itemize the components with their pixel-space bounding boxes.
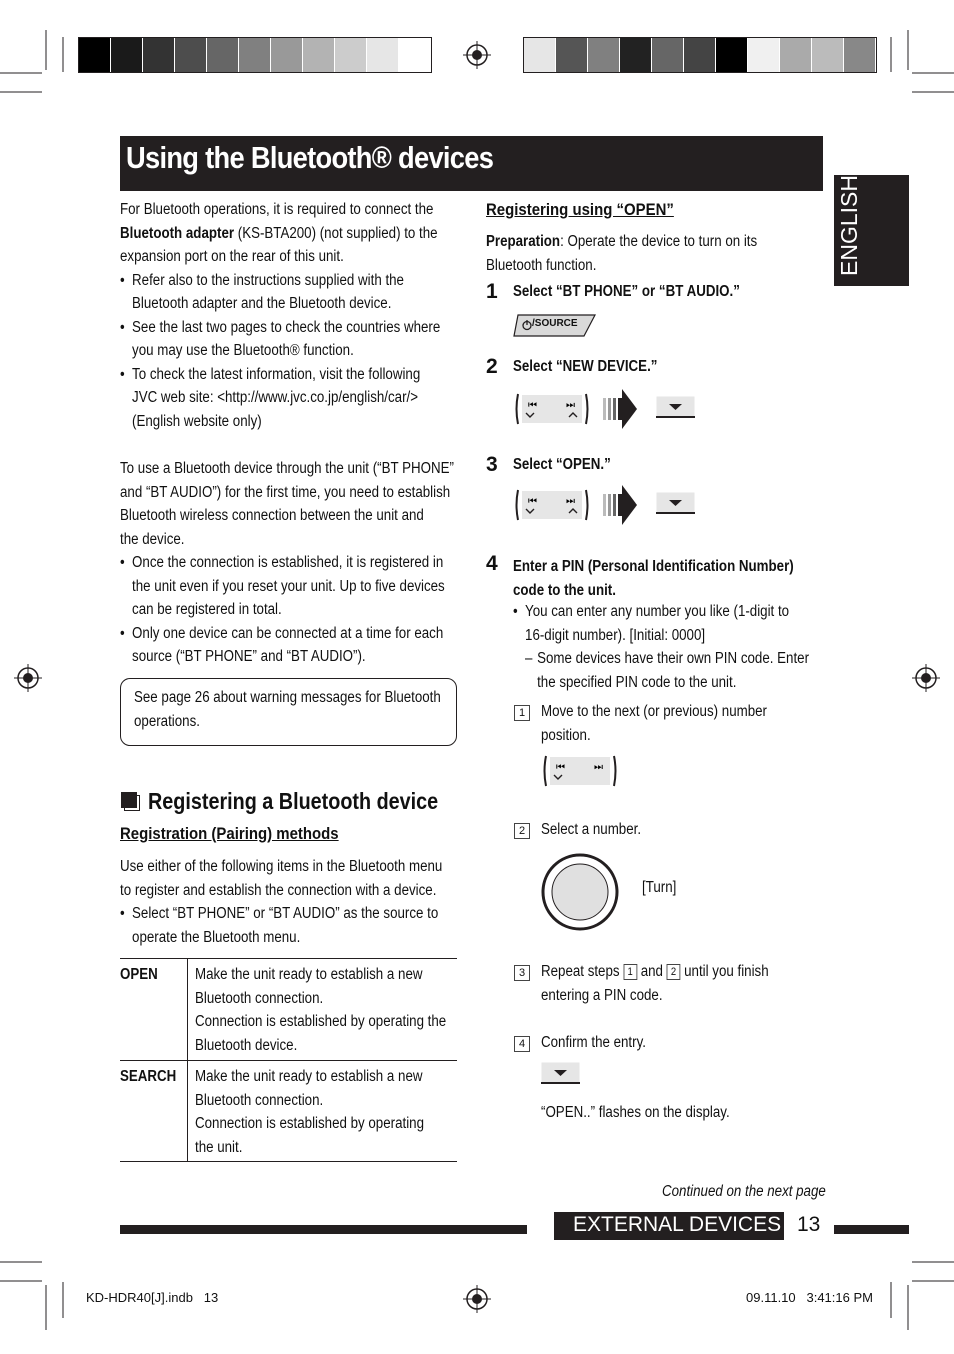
section-marker-icon-outline: [124, 795, 140, 811]
section-heading: Registering a Bluetooth device: [148, 788, 439, 814]
pin-info: [513, 600, 823, 694]
swatch: [207, 38, 238, 72]
swatch: [303, 38, 334, 72]
down-button[interactable]: [541, 1062, 581, 1086]
list-item: • Refer also to the instructions supplied with the Bluetooth adapter and the Bluetooth device.: [120, 269, 457, 316]
skip-buttons-icon[interactable]: [514, 392, 590, 426]
footer-rule-right: [834, 1225, 909, 1234]
list-item: • Only one device can be connected at a time for each source (“BT PHONE” and “BT AUDIO”).: [120, 622, 457, 669]
down-button[interactable]: [656, 396, 696, 420]
substep-text: Confirm the entry.: [541, 1034, 646, 1051]
registration-target-icon: [463, 1285, 491, 1313]
list-item: • See the last two pages to check the countries where you may use the Bluetooth® function.: [120, 316, 457, 363]
usage-text: To use a Bluetooth device through the unit (“BT PHONE” and “BT AUDIO”) for the first time, you need to establish Bluetooth wireless connection between the unit and the device. • Once the connection is established, it is registered in the unit even if you reset your unit. Up to five devices can be registered in total. • Only one device can be connected at a time for each source (“BT PHONE” and “BT AUDIO”).: [120, 457, 457, 669]
table-cell-open: Make the unit ready to establish a new Bluetooth connection. Connection is established by operating the Bluetooth device.: [195, 966, 447, 1054]
substep-text: Repeat steps 1 and 2 until you finish entering a PIN code.: [541, 963, 769, 1004]
substep-text: Move to the next (or previous) number position.: [541, 703, 767, 744]
step-text: Select “OPEN.”: [513, 456, 611, 473]
step-text: Enter a PIN (Personal Identification Number) code to the unit.: [513, 558, 794, 599]
list-item: • Once the connection is established, it is registered in the unit even if you reset your unit. Up to five devices can be registered in total.: [120, 551, 457, 622]
skip-buttons-icon[interactable]: [514, 488, 590, 522]
methods-table: [120, 958, 457, 1162]
substep-text: Select a number.: [541, 821, 642, 838]
print-file-label: KD-HDR40[J].indb 13: [86, 1290, 219, 1305]
swatch: [716, 38, 747, 72]
swatch: [844, 38, 875, 72]
swatch: [399, 38, 430, 72]
subheading-methods: Registration (Pairing) methods: [120, 824, 339, 843]
registration-target-icon: [463, 41, 491, 69]
footer-rule-left: [120, 1225, 527, 1234]
swatch: [367, 38, 398, 72]
footer-section-label: EXTERNAL DEVICES: [573, 1213, 782, 1236]
registration-target-icon: [912, 664, 940, 692]
svg-text:⏮: ⏮: [556, 762, 565, 773]
flash-note: “OPEN..” flashes on the display.: [541, 1104, 730, 1121]
continued-note: Continued on the next page: [662, 1183, 826, 1200]
power-source-button-label: /SOURCE: [532, 318, 578, 329]
skip-buttons-icon[interactable]: [542, 754, 618, 788]
svg-text:⏮: ⏮: [528, 496, 537, 507]
list-item: • You can enter any number you like (1-digit to 16-digit number). [Initial: 0000]: [513, 600, 823, 647]
down-button[interactable]: [656, 492, 696, 516]
methods-text: Use either of the following items in the Bluetooth menu to register and establish the connection with a device. • Select “BT PHONE” or “BT AUDIO” as the source to operate the Bluetooth menu.: [120, 855, 457, 949]
registration-target-icon: [14, 664, 42, 692]
svg-text:⏮: ⏮: [528, 400, 537, 411]
table-cell-search: Make the unit ready to establish a new Bluetooth connection. Connection is established by operating the unit.: [195, 1068, 424, 1156]
swatch: [335, 38, 366, 72]
swatch: [748, 38, 779, 72]
print-datetime-label: 09.11.10 3:41:16 PM: [746, 1290, 873, 1305]
swatches-right: [523, 37, 877, 73]
swatch: [111, 38, 142, 72]
language-tab-label: ENGLISH: [836, 175, 862, 276]
substep-number: 1: [514, 704, 536, 722]
step-number: 4: [486, 552, 498, 575]
table-key-open: OPEN: [120, 966, 158, 983]
svg-text:⏭: ⏭: [594, 762, 603, 773]
list-item: • Select “BT PHONE” or “BT AUDIO” as the source to operate the Bluetooth menu.: [120, 902, 457, 949]
swatch: [780, 38, 811, 72]
intro-text: For Bluetooth operations, it is required to connect the Bluetooth adapter (KS-BTA200) (not supplied) to the expansion port on the rear of this unit. • Refer also to the instructions supplied with the Bluetooth adapter and the Bluetooth device. • See the last two pages to check the countries where you may use the Bluetooth® function. • To check the latest information, visit the following JVC web site: <http://www.jvc.co.jp/english/car/> (English website only): [120, 198, 457, 433]
right-arrow-icon: [603, 389, 637, 429]
step-text: Select “NEW DEVICE.”: [513, 358, 658, 375]
swatch: [620, 38, 651, 72]
step-number: 2: [486, 355, 498, 378]
swatches-left: [78, 37, 432, 73]
svg-text:⏭: ⏭: [566, 496, 575, 507]
step-number: 1: [486, 280, 498, 303]
swatch: [684, 38, 715, 72]
substep-number: 3: [514, 964, 536, 982]
swatch: [143, 38, 174, 72]
note-text: See page 26 about warning messages for Bluetooth operations.: [134, 689, 441, 730]
substep-number: 4: [514, 1035, 536, 1053]
preparation-text: Preparation: Operate the device to turn on its Bluetooth function.: [486, 233, 758, 274]
step-number: 3: [486, 453, 498, 476]
page-title: Using the Bluetooth® devices: [126, 140, 494, 175]
swatch: [588, 38, 619, 72]
right-arrow-icon: [603, 485, 637, 525]
swatch: [79, 38, 110, 72]
swatch: [271, 38, 302, 72]
subheading-open: Registering using “OPEN”: [486, 200, 674, 219]
swatch: [812, 38, 843, 72]
list-item: • To check the latest information, visit the following JVC web site: <http://www.jvc.co.jp/english/car/> (English website only): [120, 363, 457, 434]
swatch: [175, 38, 206, 72]
control-dial-icon[interactable]: [540, 852, 620, 932]
swatch: [239, 38, 270, 72]
svg-text:⏭: ⏭: [566, 400, 575, 411]
table-key-search: SEARCH: [120, 1068, 177, 1085]
list-item: – Some devices have their own PIN code. Enter the specified PIN code to the unit.: [525, 650, 810, 691]
page-number: 13: [797, 1213, 821, 1236]
substep-number: 2: [514, 822, 536, 840]
turn-label: [Turn]: [642, 879, 677, 896]
swatch: [524, 38, 555, 72]
swatch: [556, 38, 587, 72]
swatch: [652, 38, 683, 72]
step-text: Select “BT PHONE” or “BT AUDIO.”: [513, 283, 740, 300]
